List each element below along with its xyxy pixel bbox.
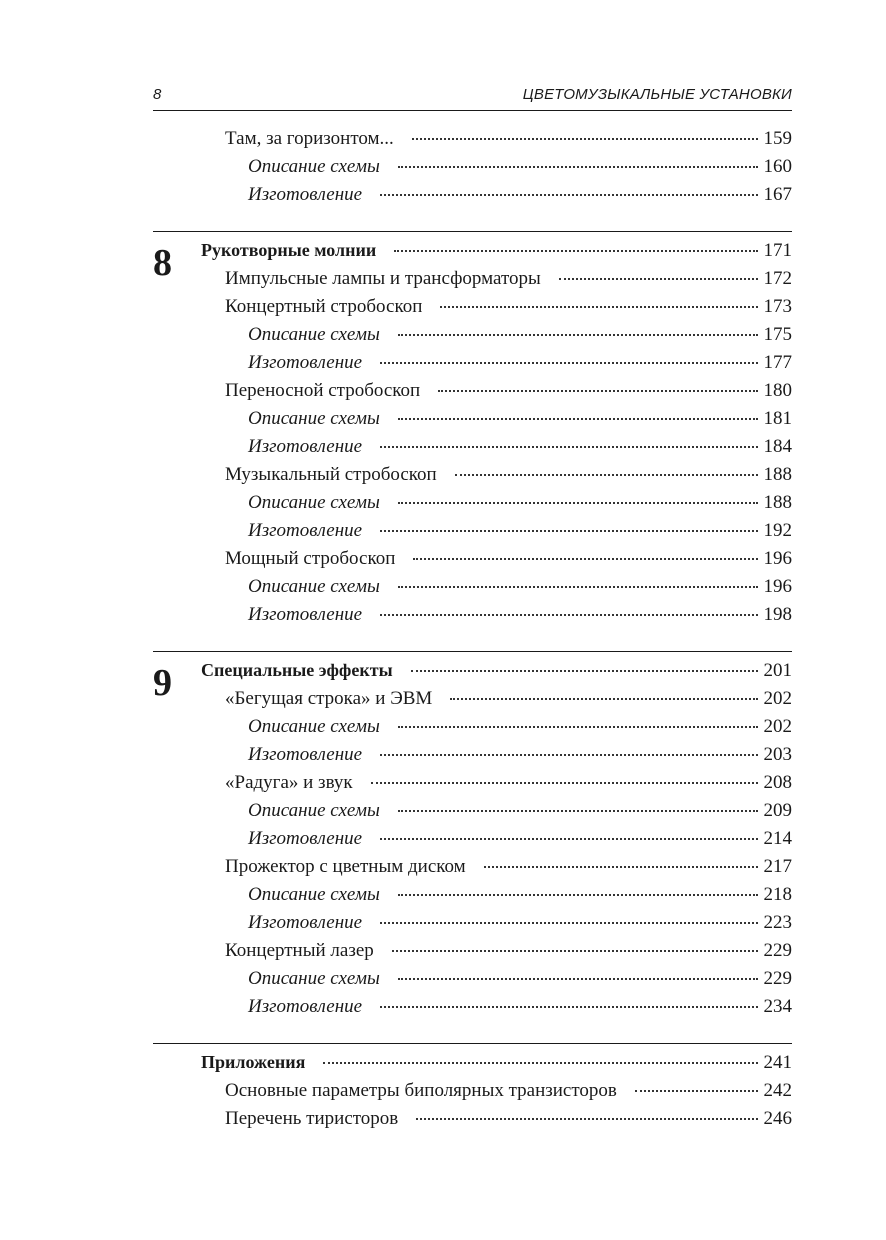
toc-entry[interactable] [248,828,792,856]
toc-entry[interactable] [225,688,792,716]
toc-entry-title: Там, за горизонтом... [225,128,394,149]
toc-entry-page: 172 [763,268,792,289]
toc-entry-page: 229 [763,940,792,961]
toc-entry[interactable] [248,408,792,436]
dot-leader [450,697,757,700]
toc-entry-title: Приложения [201,1052,306,1072]
toc-entry-page: 203 [763,744,792,765]
toc-section-continuation [153,128,792,218]
toc-chapter-title[interactable] [201,660,792,688]
toc-entry[interactable] [248,744,792,772]
toc-entry-page: 223 [763,912,792,933]
toc-chapter-title[interactable] [201,1052,792,1080]
dot-leader [398,809,758,812]
toc-entry-page: 184 [763,436,792,457]
dot-leader [323,1061,757,1064]
dot-leader [398,165,758,168]
dot-leader [635,1089,758,1092]
toc-entry-page: 214 [763,828,792,849]
toc-entry-title: Описание схемы [248,492,380,513]
toc-entry-page: 234 [763,996,792,1017]
dot-leader [438,389,757,392]
toc-entry-title: Изготовление [248,520,363,541]
dot-leader [398,977,758,980]
toc-entry-title: Описание схемы [248,800,380,821]
dot-leader [380,921,757,924]
toc-entry[interactable] [225,464,792,492]
dot-leader [380,445,757,448]
toc-entry-page: 180 [763,380,792,401]
toc-entry[interactable] [225,548,792,576]
toc-entry-title: Переносной стробоскоп [225,380,421,401]
toc-entry[interactable] [225,1080,792,1108]
dot-leader [412,137,758,140]
toc-entry-title: Основные параметры биполярных транзисторов [225,1080,617,1101]
dot-leader [380,753,757,756]
toc-entry-page: 159 [763,128,792,149]
dot-leader [392,949,758,952]
toc-entry[interactable] [225,1108,792,1136]
toc-entry-title: Изготовление [248,912,363,933]
toc-entry-title: Описание схемы [248,576,380,597]
chapter-number: 9 [153,662,172,704]
toc-entry-title: Импульсные лампы и трансформаторы [225,268,541,289]
dot-leader [380,1005,757,1008]
toc-entry-title: Концертный лазер [225,940,374,961]
toc-entry-title: Изготовление [248,996,363,1017]
running-header [153,86,792,111]
dot-leader [398,725,758,728]
toc-entry-title: Описание схемы [248,884,380,905]
toc-entry-page: 188 [763,464,792,485]
toc-entry-title: Описание схемы [248,408,380,429]
toc-entry-title: Изготовление [248,184,363,205]
dot-leader [413,557,757,560]
toc-entry-title: Описание схемы [248,716,380,737]
toc-entry[interactable] [248,184,792,212]
toc-entry-title: Изготовление [248,604,363,625]
toc-entry-title: Описание схемы [248,324,380,345]
toc-entry-page: 181 [763,408,792,429]
toc-entry[interactable] [248,912,792,940]
dot-leader [455,473,758,476]
toc-entry-title: Изготовление [248,828,363,849]
toc-entry-page: 160 [763,156,792,177]
toc-entry-page: 198 [763,604,792,625]
running-title: ЦВЕТОМУЗЫКАЛЬНЫЕ УСТАНОВКИ [522,86,792,103]
toc-entry[interactable] [248,436,792,464]
dot-leader [380,613,757,616]
toc-entry-page: 202 [763,716,792,737]
toc-entry[interactable] [225,772,792,800]
dot-leader [371,781,758,784]
toc-entry[interactable] [248,716,792,744]
toc-entry[interactable] [248,492,792,520]
dot-leader [380,361,757,364]
toc-entry[interactable] [248,884,792,912]
dot-leader [559,277,758,280]
toc-entry[interactable] [248,156,792,184]
toc-entry-page: 242 [763,1080,792,1101]
dot-leader [416,1117,757,1120]
toc-entry-page: 218 [763,884,792,905]
toc-entry[interactable] [248,968,792,996]
toc-entry-page: 175 [763,324,792,345]
dot-leader [440,305,757,308]
toc-entry[interactable] [248,576,792,604]
toc-entry-title: «Бегущая строка» и ЭВМ [225,688,433,709]
toc-entry-title: Мощный стробоскоп [225,548,396,569]
toc-entry-page: 217 [763,856,792,877]
toc-entry-title: Рукотворные молнии [201,240,377,260]
toc-entry-title: Музыкальный стробоскоп [225,464,437,485]
toc-entry-title: Описание схемы [248,156,380,177]
toc-entry-title: Концертный стробоскоп [225,296,423,317]
toc-entry-title: Изготовление [248,744,363,765]
page-number: 8 [153,86,162,103]
toc-entry[interactable] [248,800,792,828]
dot-leader [398,333,758,336]
toc-entry-title: Специальные эффекты [201,660,393,680]
dot-leader [411,669,758,672]
toc-entry-page: 177 [763,352,792,373]
toc-entry[interactable] [248,996,792,1024]
toc-entry-title: Прожектор с цветным диском [225,856,466,877]
dot-leader [484,865,758,868]
toc-entry-page: 246 [763,1108,792,1129]
toc-entry-title: Перечень тиристоров [225,1108,399,1129]
toc-entry-title: Изготовление [248,352,363,373]
toc-entry-page: 196 [763,576,792,597]
dot-leader [394,249,757,252]
toc-entry[interactable] [225,940,792,968]
toc-entry-page: 229 [763,968,792,989]
toc-entry-page: 192 [763,520,792,541]
toc-entry[interactable] [225,296,792,324]
toc-entry[interactable] [248,324,792,352]
toc-chapter-8 [153,231,792,632]
dot-leader [398,585,758,588]
toc-entry-title: Изготовление [248,436,363,457]
dot-leader [398,417,758,420]
toc-entry[interactable] [225,268,792,296]
toc-entry[interactable] [225,380,792,408]
toc-entry[interactable] [248,520,792,548]
toc-entry-title: «Радуга» и звук [225,772,353,793]
dot-leader [398,893,758,896]
chapter-number: 8 [153,242,172,284]
toc-entry[interactable] [248,604,792,632]
dot-leader [380,193,757,196]
toc-entry[interactable] [248,352,792,380]
toc-entry-page: 241 [763,1052,792,1073]
toc-entry-page: 208 [763,772,792,793]
toc-entry-page: 171 [763,240,792,261]
dot-leader [380,837,757,840]
toc-entry[interactable] [225,856,792,884]
dot-leader [398,501,758,504]
toc-entry-page: 173 [763,296,792,317]
toc-entry-title: Описание схемы [248,968,380,989]
toc-chapter-9 [153,651,792,1024]
toc-entry-page: 201 [763,660,792,681]
toc-appendices [153,1043,792,1144]
toc-chapter-title[interactable] [201,240,792,268]
toc-entry-page: 188 [763,492,792,513]
dot-leader [380,529,757,532]
toc-entry-page: 196 [763,548,792,569]
toc-entry[interactable] [225,128,792,156]
toc-entry-page: 209 [763,800,792,821]
toc-entry-page: 167 [763,184,792,205]
toc-entry-page: 202 [763,688,792,709]
